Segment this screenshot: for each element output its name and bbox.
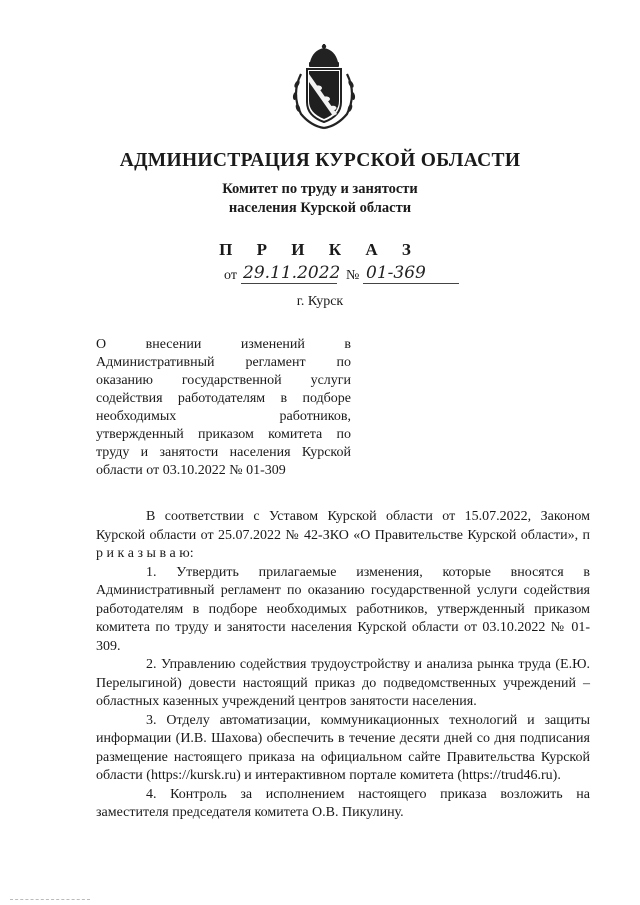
subject-line: содействия работодателям в подборе [96, 391, 351, 406]
body-paragraph-2: 2. Управлению содействия трудоустройству и анализа рынка труда (Е.Ю. Перелыгиной) довести настоящий приказ до подведомственных учреждений – областных казенных учреждений центров занятости населения. [96, 657, 590, 709]
body-paragraph-4: 4. Контроль за исполнением настоящего приказа возложить на заместителя председателя комитета О.В. Пикулину. [96, 786, 590, 820]
subject-line: Административный регламент по [96, 355, 351, 370]
order-body [96, 508, 590, 823]
number-label: № [346, 268, 360, 283]
number-underline [363, 283, 459, 284]
committee-line-2: населения Курской области [228, 200, 412, 216]
date-label: от [224, 268, 237, 283]
subject-line: необходимых работников, [96, 409, 351, 424]
order-title: П Р И К А З [219, 240, 421, 259]
kursk-coat-of-arms-icon [287, 44, 361, 130]
order-date-handwritten: 29.11.2022 [243, 263, 341, 283]
order-number-handwritten: 01-369 [366, 263, 426, 283]
committee-line-1: Комитет по труду и занятости [222, 181, 418, 197]
scan-edge-mark [10, 899, 90, 900]
body-paragraph-preamble: В соответствии с Уставом Курской области от 15.07.2022, Законом Курской области от 25.07.2022 № 42-ЗКО «О Правительстве Курской области», п р и к а з ы в а ю: [96, 509, 590, 561]
subject-line: утвержденный приказом комитета по [96, 427, 351, 442]
body-paragraph-3: 3. Отделу автоматизации, коммуникационных технологий и защиты информации (И.В. Шахова) обеспечить в течение десяти дней со дня подписания размещение настоящего приказа на официальном сайте Правительства Курской области (https://kursk.ru) и интерактивном портале комитета (https://trud46.ru). [96, 712, 590, 783]
subject-line: области от 03.10.2022 № 01-309 [96, 463, 286, 478]
city-line: г. Курск [296, 294, 344, 309]
subject-line: труду и занятости населения Курской [96, 445, 351, 460]
order-date-number-line [224, 263, 464, 287]
subject-line: оказанию государственной услуги [96, 373, 351, 388]
date-underline [241, 283, 337, 284]
body-paragraph-1: 1. Утвердить прилагаемые изменения, которые вносятся в Административный регламент по оказанию государственной услуги содействия работодателям в подборе необходимых работников, утвержденный приказом комитета по труду и занятости населения Курской области от 03.10.2022 № 01-309. [96, 564, 590, 654]
subject-line: О внесении изменений в [96, 337, 351, 352]
committee-name [0, 180, 640, 218]
organization-title: АДМИНИСТРАЦИЯ КУРСКОЙ ОБЛАСТИ [119, 150, 521, 171]
order-subject [96, 336, 351, 480]
